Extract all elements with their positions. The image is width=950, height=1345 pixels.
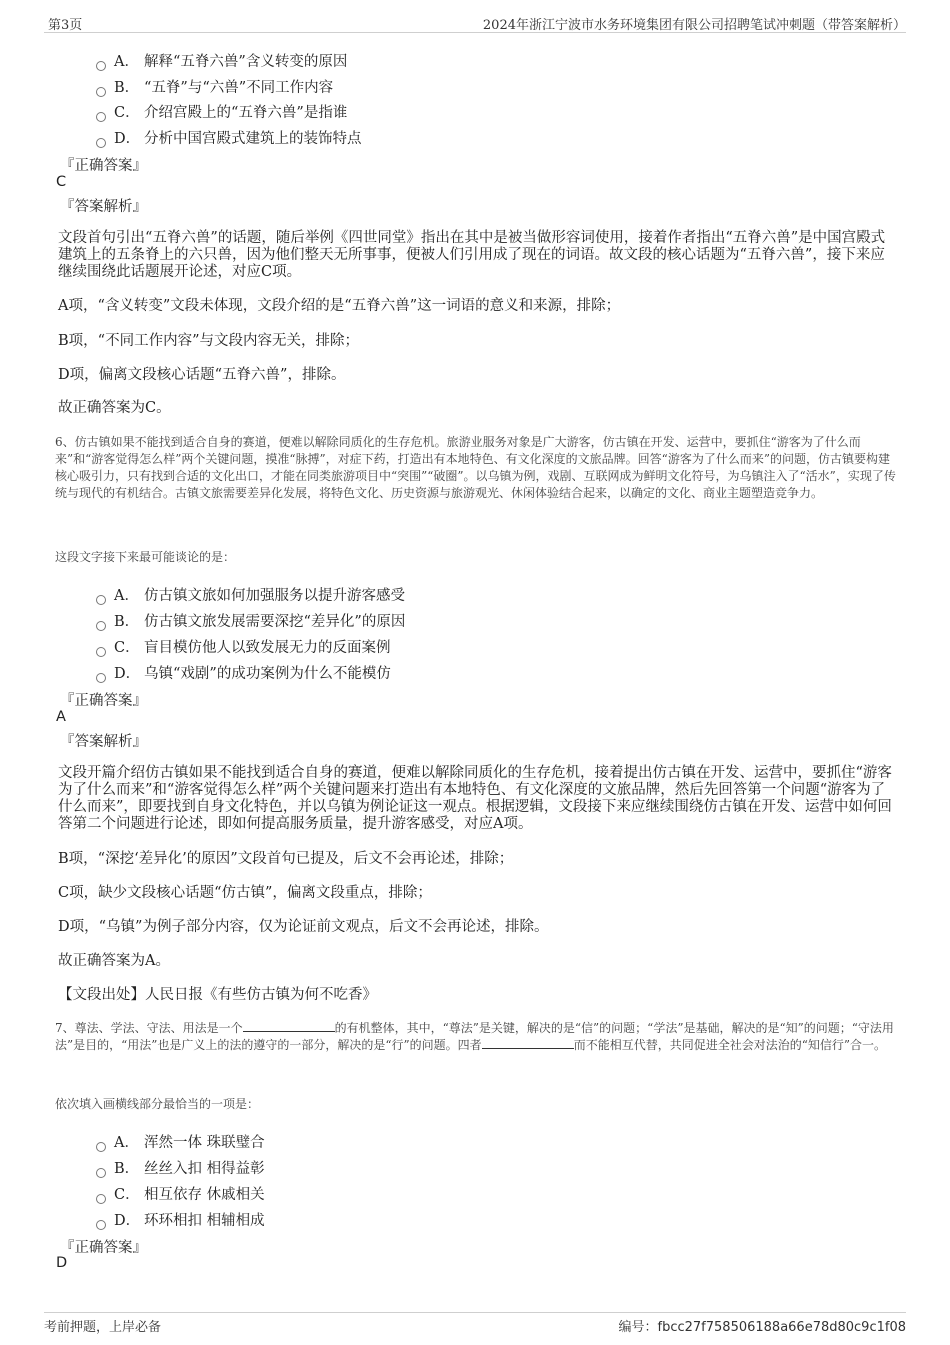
radio-icon[interactable] <box>96 1194 106 1204</box>
q6-option-c[interactable]: C． 盲目模仿他人以致发展无力的反面案例 <box>96 636 391 657</box>
analysis-conclusion: 故正确答案为C。 <box>58 400 171 416</box>
radio-icon[interactable] <box>96 61 106 71</box>
analysis-label: 『答案解析』 <box>60 199 147 215</box>
answer-value: A <box>56 709 66 725</box>
document-code: 编号：fbcc27f758506188a66e78d80c9c1f08 <box>618 1320 906 1335</box>
analysis-paragraph: D项，偏离文段核心话题“五脊六兽”，排除。 <box>58 367 346 383</box>
page-number: 第3页 <box>48 18 83 33</box>
analysis-paragraph: C项，缺少文段核心话题“仿古镇”，偏离文段重点，排除； <box>58 885 432 901</box>
document-title: 2024年浙江宁波市水务环境集团有限公司招聘笔试冲刺题（带答案解析） <box>482 18 906 33</box>
radio-icon[interactable] <box>96 595 106 605</box>
q5-option-b[interactable]: B． “五脊”与“六兽”不同工作内容 <box>96 76 333 97</box>
question-stem: 6、仿古镇如果不能找到适合自身的赛道，便难以解除同质化的生存危机。旅游业服务对象是广大游客，仿古镇在开发、运营中，要抓住“游客为了什么而来”和“游客觉得怎么样”两个关键问题，摸准“脉搏”，对症下药，打造出有本地特色、有文化深度的文旅品牌。回答“游客为了什么而来”的问题，仿古镇要构建核心吸引力，只有找到合适的文化出口，才能在同类旅游项目中“突围”“破圈”。以乌镇为例，戏剧、互联网成为鲜明文化符号，为乌镇注入了“活水”，实现了传统与现代的有机结合。古镇文旅需要差异化发展，将特色文化、历史资源与旅游观光、休闲体验结合起来，以确定的文化、商业主题塑造竞争力。 <box>55 435 896 500</box>
question-prompt: 依次填入画横线部分最恰当的一项是： <box>55 1097 260 1111</box>
source-note: 【文段出处】人民日报《有些仿古镇为何不吃香》 <box>58 987 377 1003</box>
question-stem: 7、尊法、学法、守法、用法是一个 的有机整体，其中，“尊法”是关键，解决的是“信”的问题；“学法”是基础，解决的是“知”的问题；“守法用法”是目的，“用法”也是广义上的法的遵守的一部分，解决的是“行”的问题。四者 而不能相互代替，共同促进全社会对法治的“知信行”合一。 <box>55 1021 894 1052</box>
answer-label: 『正确答案』 <box>60 1240 147 1256</box>
radio-icon[interactable] <box>96 138 106 148</box>
q7-option-a[interactable]: A． 浑然一体 珠联璧合 <box>96 1131 265 1152</box>
q5-option-d[interactable]: D． 分析中国宫殿式建筑上的装饰特点 <box>96 127 362 148</box>
q7-option-d[interactable]: D． 环环相扣 相辅相成 <box>96 1209 265 1230</box>
analysis-paragraph: 文段开篇介绍仿古镇如果不能找到适合自身的赛道，便难以解除同质化的生存危机，接着提出仿古镇在开发、运营中，要抓住“游客为了什么而来”和“游客觉得怎么样”两个关键问题来打造出有本地特色、有文化深度的文旅品牌，然后先回答第一个问题“游客为了什么而来”，即要找到自身文化特色，并以乌镇为例论证这一观点。根据逻辑，文段接下来应继续围绕仿古镇在开发、运营中如何回答第二个问题进行论述，即如何提高服务质量，提升游客感受，对应A项。 <box>58 765 892 832</box>
analysis-paragraph: 文段首句引出“五脊六兽”的话题，随后举例《四世同堂》指出在其中是被当做形容词使用，接着作者指出“五脊六兽”是中国宫殿式建筑上的五条脊上的六只兽，因为他们整天无所事事，便被人们引用成了现在的词语。故文段的核心话题为“五脊六兽”，接下来应继续围绕此话题展开论述，对应C项。 <box>58 230 886 280</box>
radio-icon[interactable] <box>96 87 106 97</box>
fill-blank <box>243 1020 335 1032</box>
answer-value: D <box>56 1255 68 1271</box>
radio-icon[interactable] <box>96 647 106 657</box>
q6-option-d[interactable]: D． 乌镇“戏剧”的成功案例为什么不能模仿 <box>96 662 391 683</box>
analysis-paragraph: B项，“不同工作内容”与文段内容无关，排除； <box>58 333 359 349</box>
footer-slogan: 考前押题，上岸必备 <box>44 1320 162 1335</box>
analysis-paragraph: B项，“深挖‘差异化’的原因”文段首句已提及，后文不会再论述，排除； <box>58 851 514 867</box>
answer-label: 『正确答案』 <box>60 693 147 709</box>
q7-option-c[interactable]: C． 相互依存 休戚相关 <box>96 1183 265 1204</box>
page-header <box>44 14 906 33</box>
page-footer <box>44 1312 906 1335</box>
radio-icon[interactable] <box>96 112 106 122</box>
analysis-conclusion: 故正确答案为A。 <box>58 953 170 969</box>
q6-option-b[interactable]: B． 仿古镇文旅发展需要深挖“差异化”的原因 <box>96 610 405 631</box>
question-prompt: 这段文字接下来最可能谈论的是： <box>55 550 236 564</box>
analysis-paragraph: D项，“乌镇”为例子部分内容，仅为论证前文观点，后文不会再论述，排除。 <box>58 919 549 935</box>
radio-icon[interactable] <box>96 621 106 631</box>
fill-blank <box>482 1037 574 1049</box>
q5-option-a[interactable]: A． 解释“五脊六兽”含义转变的原因 <box>96 50 347 71</box>
q7-option-b[interactable]: B． 丝丝入扣 相得益彰 <box>96 1157 265 1178</box>
radio-icon[interactable] <box>96 673 106 683</box>
analysis-label: 『答案解析』 <box>60 734 147 750</box>
answer-label: 『正确答案』 <box>60 158 147 174</box>
q5-option-c[interactable]: C． 介绍宫殿上的“五脊六兽”是指谁 <box>96 101 347 122</box>
analysis-paragraph: A项，“含义转变”文段未体现，文段介绍的是“五脊六兽”这一词语的意义和来源，排除； <box>58 298 621 314</box>
answer-value: C <box>56 174 67 190</box>
radio-icon[interactable] <box>96 1142 106 1152</box>
q6-option-a[interactable]: A． 仿古镇文旅如何加强服务以提升游客感受 <box>96 584 405 605</box>
radio-icon[interactable] <box>96 1220 106 1230</box>
radio-icon[interactable] <box>96 1168 106 1178</box>
